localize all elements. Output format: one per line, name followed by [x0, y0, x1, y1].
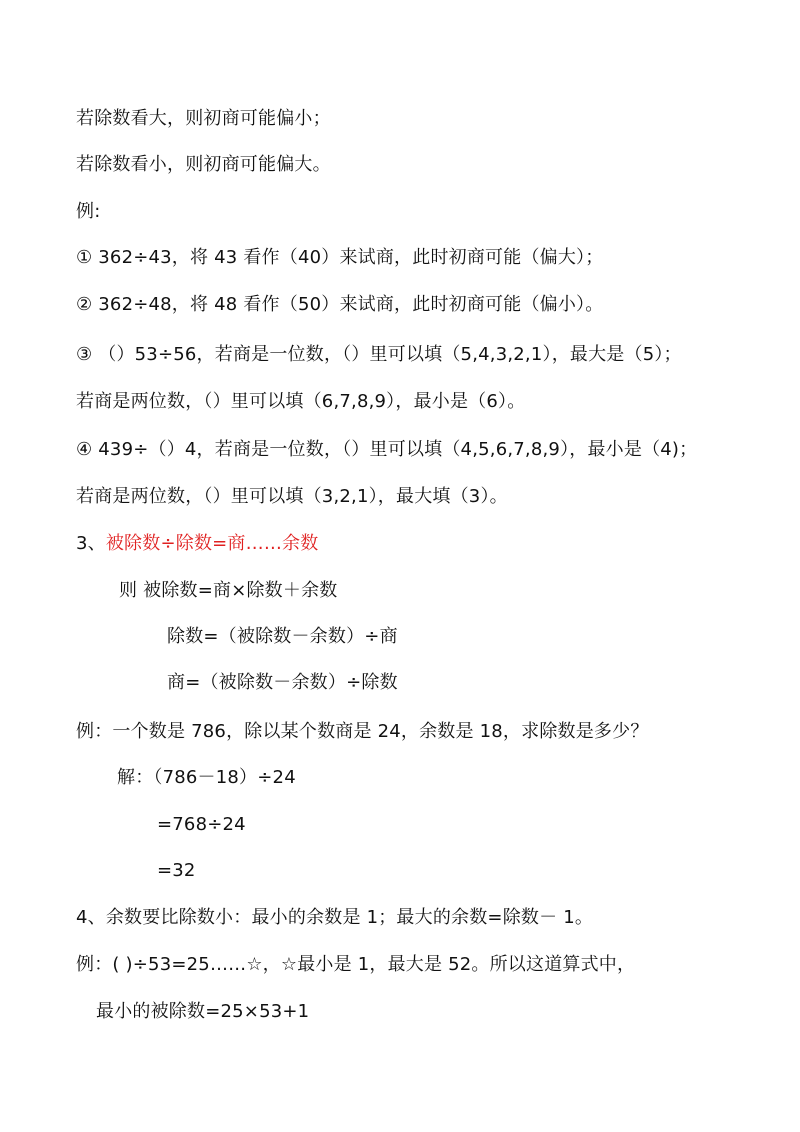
example-4-part-1: ④ 439÷（）4，若商是一位数，（）里可以填（4,5,6,7,8,9），最小是（4)； — [76, 439, 698, 460]
section-4-conclusion: 最小的被除数=25×53+1 — [96, 1001, 310, 1022]
formula-dividend: 则 被除数=商×除数＋余数 — [119, 580, 338, 601]
section-4-example: 例：( )÷53=25……☆，☆最小是 1，最大是 52。所以这道算式中， — [76, 954, 636, 975]
section-4-rule: 4、余数要比除数小：最小的余数是 1；最大的余数=除数－ 1。 — [76, 907, 594, 928]
solution-step-2: =768÷24 — [157, 814, 246, 835]
example-1: ① 362÷43，将 43 看作（40）来试商，此时初商可能（偏大）； — [76, 247, 604, 268]
section-3-formula: 被除数÷除数=商……余数 — [105, 533, 319, 554]
example-4-part-2: 若商是两位数，（）里可以填（3,2,1），最大填（3）。 — [76, 486, 508, 507]
worked-example-question: 例：一个数是 786，除以某个数商是 24，余数是 18，求除数是多少？ — [76, 721, 649, 742]
example-3-part-2: 若商是两位数，（）里可以填（6,7,8,9），最小是（6）。 — [76, 391, 526, 412]
section-3-heading — [76, 532, 318, 556]
rule-divisor-rounded-up: 若除数看大，则初商可能偏小； — [76, 108, 331, 129]
formula-divisor: 除数=（被除数－余数）÷商 — [167, 626, 398, 647]
example-3-part-1: ③ （）53÷56，若商是一位数，（）里可以填（5,4,3,2,1），最大是（5）； — [76, 344, 682, 365]
rule-divisor-rounded-down: 若除数看小，则初商可能偏大。 — [76, 154, 331, 175]
section-3-number: 3、 — [76, 533, 106, 554]
example-heading: 例: — [76, 201, 101, 222]
formula-quotient: 商=（被除数－余数）÷除数 — [167, 672, 398, 693]
solution-step-3: =32 — [157, 860, 196, 881]
solution-step-1: 解：（786－18）÷24 — [117, 767, 296, 788]
example-2: ② 362÷48，将 48 看作（50）来试商，此时初商可能（偏小）。 — [76, 294, 604, 315]
